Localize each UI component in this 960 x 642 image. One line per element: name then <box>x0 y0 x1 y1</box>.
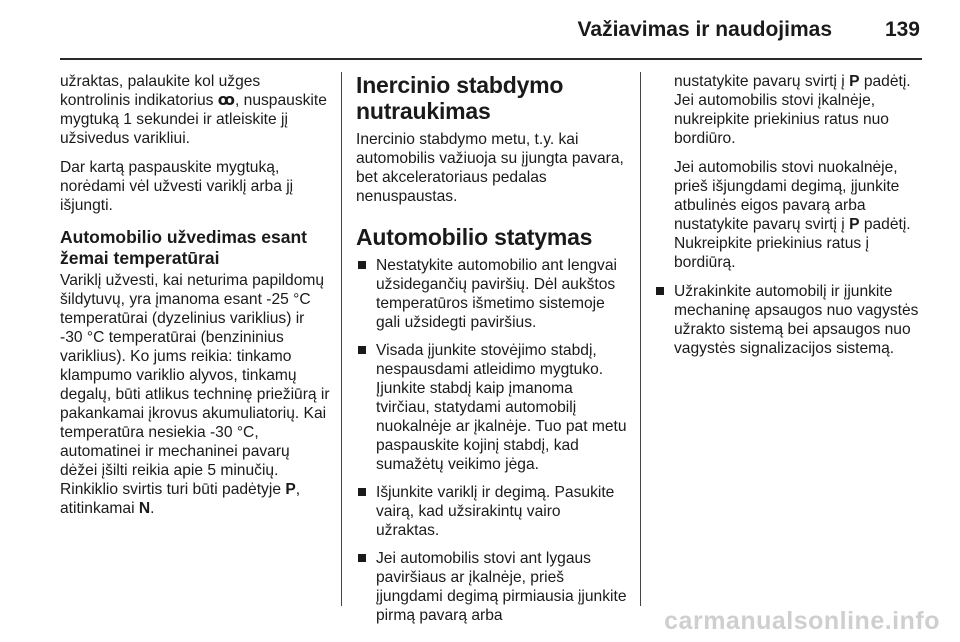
column-3 <box>654 72 928 367</box>
heading-overrun-cutoff: Inercinio stabdymo nutraukimas <box>356 72 564 124</box>
header-divider <box>60 58 922 60</box>
bullet-icon <box>358 261 366 269</box>
bullet-icon <box>656 287 664 295</box>
glow-plug-indicator-icon: ꝏ <box>217 92 235 109</box>
page-number: 139 <box>884 18 920 41</box>
paragraph-downhill: Jei automobilis stovi nuokalnėje, prieš išjungdami degimą, įjunkite atbulinės eigos pavarą arba nustatykite pavarų svirtį į P padėtį. Nukreipkite priekinius ratus į bordiūrą. <box>674 159 911 271</box>
column-divider-1 <box>341 72 342 606</box>
bullet-icon <box>358 488 366 496</box>
watermark: carmanualsonline.info <box>664 607 940 635</box>
list-item: Visada įjunkite stovėjimo stabdį, nespausdami atleidimo mygtuko. Įjunkite stabdį kaip įmanoma tvirčiau, statydami automobilį nuokalnėje ar įkalnėje. Tuo pat metu paspauskite kojinį stabdį, kad sumažėtų veikimo jėga. <box>356 341 628 474</box>
list-item: Jei automobilis stovi ant lygaus paviršiaus ar įkalnėje, prieš įjungdami degimą pirmiausia įjunkite pirmą pavarą arba <box>356 549 628 625</box>
bullet-icon <box>358 346 366 354</box>
list-item: Nestatykite automobilio ant lengvai užsidegančių paviršių. Dėl aukštos temperatūros išmetimo sistemoje gali užsidegti paviršius. <box>356 256 628 332</box>
column-divider-2 <box>640 72 641 606</box>
column-1 <box>60 72 330 528</box>
list-item: Išjunkite variklį ir degimą. Pasukite vairą, kad užsirakintų vairo užraktas. <box>356 483 628 540</box>
lock-list <box>654 282 928 358</box>
section-title: Važiavimas ir naudojimas <box>577 18 832 41</box>
list-item: Užrakinkite automobilį ir įjunkite mechaninę apsaugos nuo vagystės užrakto sistemą bei apsaugos nuo vagystės signalizacijos sistemą. <box>654 282 928 358</box>
paragraph-indicator: užraktas, palaukite kol užges kontrolinis indikatorius ꝏ, nuspauskite mygtuką 1 sekundei ir atleiskite jį užsivedus varikliui. <box>60 73 327 147</box>
paragraph-continuation: nustatykite pavarų svirtį į P padėtį. Jei automobilis stovi įkalnėje, nukreipkite priekinius ratus nuo bordiūro. <box>674 73 911 147</box>
paragraph-restart: Dar kartą paspauskite mygtuką, norėdami vėl užvesti variklį arba jį išjungti. <box>60 159 294 214</box>
bullet-icon <box>358 554 366 562</box>
parking-list <box>356 256 628 625</box>
heading-parking: Automobilio statymas <box>356 224 593 250</box>
page-header <box>0 0 960 62</box>
heading-cold-start: Automobilio užvedimas esant žemai temperatūrai <box>60 227 307 268</box>
paragraph-cold-start: Variklį užvesti, kai neturima papildomų šildytuvų, yra įmanoma esant -25 °C temperatūrai (dyzelinius variklius) ir -30 °C temperatūrai (benzininius variklius). Ko jums reikia: tinkamo klampumo variklio alyvos, tinkamų degalų, būti atlikus techninę priežiūrą ir pakankamai įkrovus akumuliatorių. Kai temperatūra nesiekia -30 °C, automatinei ir mechaninei pavarų dėžei įšilti reikia apie 5 minučių. Rinkiklio svirtis turi būti padėtyje P, atitinkamai N. <box>60 272 330 517</box>
paragraph-overrun: Inercinio stabdymo metu, t.y. kai automobilis važiuoja su įjungta pavara, bet akceleratoriaus pedalas nenuspaustas. <box>356 131 624 205</box>
column-2 <box>356 72 628 634</box>
